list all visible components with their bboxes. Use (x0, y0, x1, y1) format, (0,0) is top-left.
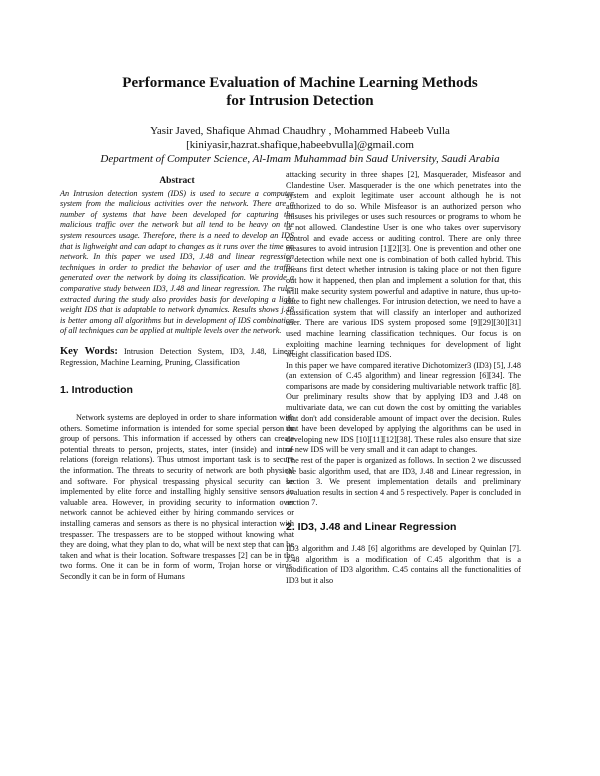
intro-paragraph-1: Network systems are deployed in order to share information with others. Sometime information is intended for some special person or group of persons. This information if accessed by others can create potential threats to person, projects, states, inter (inside) and intra-relations (foreign relations). Thus utmost important task is to secure the information. The threats to security of network are both physical and software. For physical trespassing physical security can be implemented by elite force and installing highly sensitive sensors in valuable area. However, in providing security to information over network cannot be achieved either by hiring commando services or installing cameras and sensors as there is no physical interaction with trespasser. The trespassers are to be stopped without knowing what they are doing, what they plan to do, what will be next step that can be taken and what is their location. Software trespasses [2] can be in the two forms. One it can be in form of worm, Trojan horse or virus. Secondly it can be in form of Humans (60, 413, 294, 581)
author-block (40, 124, 560, 166)
section-2-paragraph-1: ID3 algorithm and J.48 [6] algorithms are developed by Quinlan [7]. J.48 algorithm is a modification of C.45 algorithm that is a modification of ID3 algorithm. C.45 contains all the functionalities of ID3 but it also (286, 544, 521, 585)
title-line-1: Performance Evaluation of Machine Learning Methods (122, 75, 478, 91)
intro-paragraph-4: The rest of the paper is organized as follows. In section 2 we discussed the basic algorithm used, that are ID3, J.48 and Linear regression, in section 3. We present implementation details and preliminary evaluation results in section 4 and 5 respectively. Paper is concluded in section 7. (286, 456, 521, 508)
left-column (60, 176, 294, 583)
section-2-heading: 2. ID3, J.48 and Linear Regression (286, 521, 457, 533)
keywords-paragraph (60, 347, 294, 368)
section-1-heading: 1. Introduction (60, 384, 133, 397)
right-column (286, 170, 521, 586)
author-names: Yasir Javed, Shafique Ahmad Chaudhry , Mohammed Habeeb Vulla (150, 125, 450, 137)
keywords-text: Intrusion Detection System, ID3, J.48, Linear Regression, Machine Learning, Pruning, Classification (60, 346, 294, 367)
paper-title (60, 74, 540, 110)
intro-paragraph-3: In this paper we have compared iterative Dichotomizer3 (ID3) [5], J.48 (an extension of C.45 algorithm) and linear regression [6][34]. The comparisons are made by considering multivariable network traffic [8]. Our preliminary results show that by applying ID3 and J.48 on multivariate data, we can cut down the cost by omitting the variables that don't add considerable amount of impact over the decision. Rules that have been developed by applying the algorithms can be used in developing new IDS [10][11][12][38]. These rules also ensure that size of new IDS will be very small and it can adapt to changes. (286, 360, 521, 455)
abstract-text: An Intrusion detection system (IDS) is used to secure a computer system from the malicious activities over the network. There are a number of systems that have been developed for capturing the malicious traffic over the network but all tend to be heavy on the system resources usage. Therefore, there is a need to develop an IDS that is lighweight and can adapt to changes as it runs over the time on network. In this paper we used ID3, J.48 and linear regression techniques in order to predict the behavior of user and the traffic generated over the network by doing its classification. We provide a comparative study between ID3, J.48 and linear regression. The rules extracted during the study also provides basis for developing a light weight IDS that is adaptable to network dynamics. Results shows j.48 is better among all algorithms but in development of IDS combination of all techniques can be applied at multiple levels over the network. (60, 188, 294, 336)
intro-paragraph-2: attacking security in three shapes [2], Masquerader, Misfeasor and Clandestine User. Masquerader is the one which penetrates into the system and exploit legitimate user account although he is not authorized to do so. While Misfeasor is an authorized person who misuses his privileges or uses such resources or programs to whom he is not allowed. Clandestine User is one who takes over supervisory control and evade access or auditing control. There are only three measures to avoid intrusion [1][2][3]. One is prevention and other one is detection while next one is combination of both called hybrid. This means first detect whether intrusion is taking place or not then figure out how it happened, then plan and implement a solution for that, this will make security system powerful and adaptive in nature, thus up-to-date to fight new challenges. For intrusion detection, we need to have a classification system that will classify an interloper and authorized user. There are various IDS system proposed some [9][29][30][31] used machine learning classification techniques. Our focus is on exploiting machine learning techniques for development of light weight classification based IDS. (286, 170, 521, 360)
title-line-2: for Intrusion Detection (226, 93, 374, 109)
abstract-heading: Abstract (159, 176, 195, 186)
author-emails: [kiniyasir,hazrat.shafique,habeebvulla]@gmail.com (186, 139, 414, 151)
keywords-label: Key Words: (60, 345, 118, 357)
author-affiliation: Department of Computer Science, Al-Imam Muhammad bin Saud University, Saudi Arabia (100, 153, 500, 165)
